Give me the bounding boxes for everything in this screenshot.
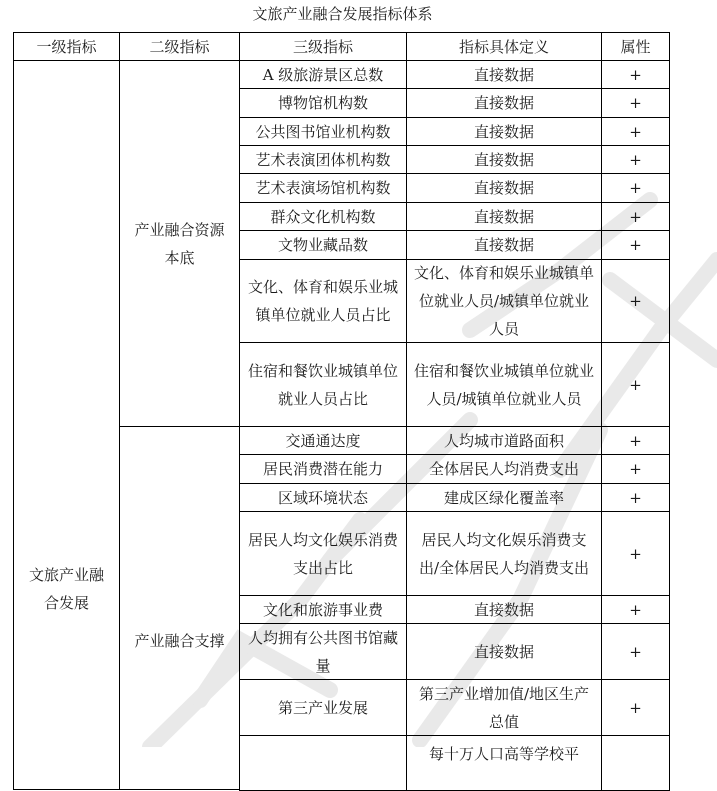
definition-cell: 全体居民人均消费支出 — [406, 454, 602, 484]
indicator-cell: 人均拥有公共图书馆藏量 — [239, 623, 407, 680]
attribute-cell — [601, 735, 670, 791]
level2-cell-support — [119, 426, 240, 790]
definition-cell: 直接数据 — [406, 230, 602, 260]
indicator-cell: 第三产业发展 — [239, 679, 407, 736]
definition-cell: 直接数据 — [406, 117, 602, 146]
definition-cell: 文化、体育和娱乐业城镇单位就业人员/城镇单位就业人员 — [406, 259, 602, 343]
indicator-cell: 艺术表演团体机构数 — [239, 145, 407, 174]
definition-cell: 居民人均文化娱乐消费支出/全体居民人均消费支出 — [406, 511, 602, 596]
definition-cell: 人均城市道路面积 — [406, 426, 602, 455]
indicator-cell: 文化和旅游事业费 — [239, 595, 407, 624]
definition-cell: 每十万人口高等学校平 — [406, 735, 602, 791]
attribute-cell: + — [601, 342, 670, 427]
definition-cell: 直接数据 — [406, 60, 602, 89]
header-definition: 指标具体定义 — [406, 32, 602, 61]
level2-label: 产业融合资源本底 — [134, 220, 225, 267]
definition-cell: 直接数据 — [406, 623, 602, 680]
attribute-cell: + — [601, 230, 670, 260]
indicator-cell: 群众文化机构数 — [239, 202, 407, 231]
attribute-cell: + — [601, 426, 670, 455]
indicator-cell: 居民人均文化娱乐消费支出占比 — [239, 511, 407, 596]
indicator-cell: 文物业藏品数 — [239, 230, 407, 260]
level1-label: 文旅产业融合发展 — [28, 566, 104, 612]
level2-cell-resources — [119, 60, 240, 427]
indicator-cell: 居民消费潜在能力 — [239, 454, 407, 484]
definition-cell: 直接数据 — [406, 595, 602, 624]
indicator-cell: 文化、体育和娱乐业城镇单位就业人员占比 — [239, 259, 407, 343]
attribute-cell: + — [601, 145, 670, 174]
attribute-cell: + — [601, 88, 670, 118]
definition-cell: 直接数据 — [406, 88, 602, 118]
attribute-cell: + — [601, 454, 670, 484]
level2-label: 产业融合支撑 — [134, 632, 225, 650]
attribute-cell: + — [601, 173, 670, 203]
definition-cell: 住宿和餐饮业城镇单位就业人员/城镇单位就业人员 — [406, 342, 602, 427]
definition-cell: 第三产业增加值/地区生产总值 — [406, 679, 602, 736]
header-level1: 一级指标 — [13, 32, 120, 61]
definition-cell: 直接数据 — [406, 202, 602, 231]
attribute-cell: + — [601, 60, 670, 89]
indicator-cell: 住宿和餐饮业城镇单位就业人员占比 — [239, 342, 407, 427]
indicator-cell — [239, 735, 407, 791]
definition-cell: 直接数据 — [406, 145, 602, 174]
indicator-cell: A 级旅游景区总数 — [239, 60, 407, 89]
indicator-cell: 博物馆机构数 — [239, 88, 407, 118]
page-title: 文旅产业融合发展指标体系 — [252, 5, 433, 23]
attribute-cell: + — [601, 202, 670, 231]
attribute-cell: + — [601, 483, 670, 512]
attribute-cell: + — [601, 117, 670, 146]
definition-cell: 直接数据 — [406, 173, 602, 203]
indicator-cell: 交通通达度 — [239, 426, 407, 455]
level1-cell — [13, 60, 120, 790]
attribute-cell: + — [601, 259, 670, 343]
header-level2: 二级指标 — [119, 32, 240, 61]
header-level3: 三级指标 — [239, 32, 407, 61]
header-attribute: 属性 — [601, 32, 670, 61]
attribute-cell: + — [601, 679, 670, 736]
definition-cell: 建成区绿化覆盖率 — [406, 483, 602, 512]
indicator-cell: 公共图书馆业机构数 — [239, 117, 407, 146]
attribute-cell: + — [601, 595, 670, 624]
indicator-cell: 艺术表演场馆机构数 — [239, 173, 407, 203]
attribute-cell: + — [601, 623, 670, 680]
indicator-cell: 区域环境状态 — [239, 483, 407, 512]
attribute-cell: + — [601, 511, 670, 596]
